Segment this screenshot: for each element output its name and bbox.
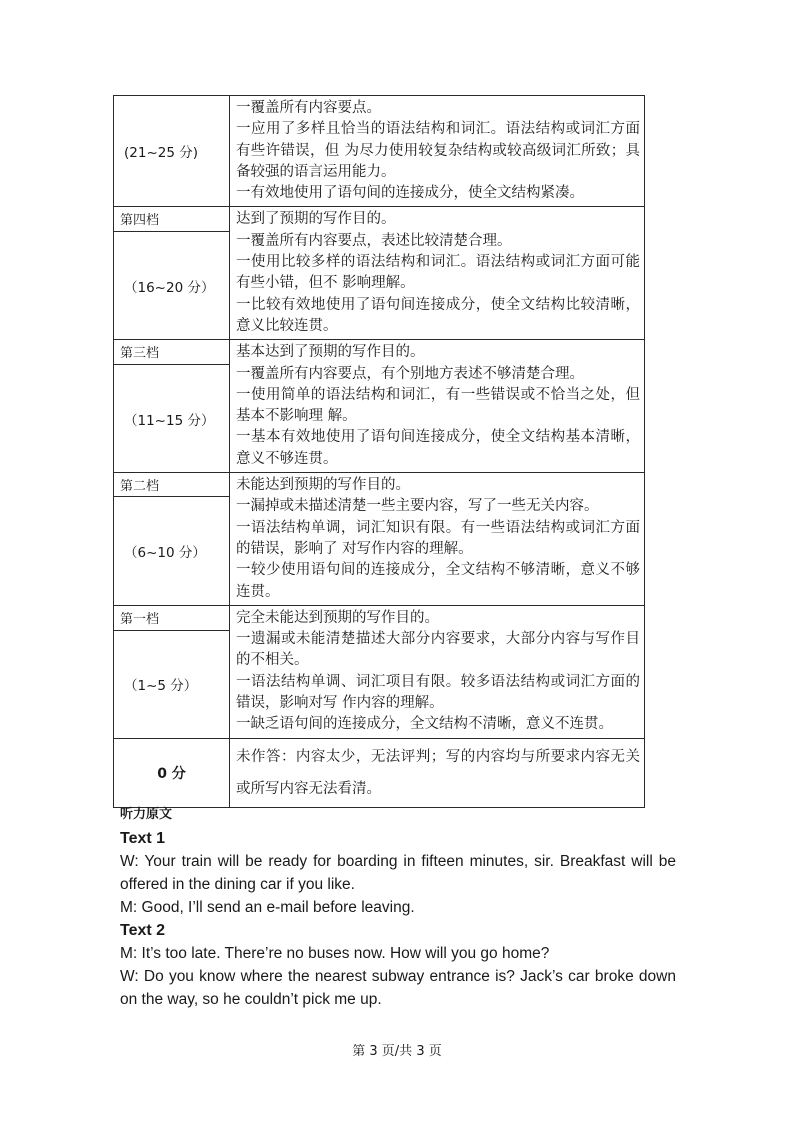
desc-line: 一有效地使用了语句间的连接成分，使全文结构紧凑。 [236,185,584,202]
desc-line: 一语法结构单调，词汇知识有限。有一些语法结构或词汇方面的错误，影响了 对写作内容的理解。 [236,519,640,557]
desc-line: 一使用简单的语法结构和词汇，有一些错误或不恰当之处，但基本不影响理 解。 [236,386,640,425]
desc-line: 未能达到预期的写作目的。 [236,477,410,494]
grade-row-5-label [114,605,645,630]
desc-line: 一基本有效地使用了语句间连接成分，使全文结构基本清晰，意义不够连贯。 [236,429,640,467]
desc-line: 一应用了多样且恰当的语法结构和词汇。语法结构或词汇方面有些许错误，但 为尽力使用较复杂结构或较高级词汇所致；具备较强的语言运用能力。 [236,121,640,180]
desc-line: 一漏掉或未描述清楚一些主要内容，写了一些无关内容。 [236,498,599,515]
desc-line: 一覆盖所有内容要点，表述比较清楚合理。 [236,232,512,249]
desc-line: 未作答：内容太少，无法评判；写的内容均与所要求内容无关或所写内容无法看清。 [236,748,640,797]
grade-range: （6~10 分） [114,497,230,606]
dialog-line: M: Good, I’ll send an e-mail before leaving. [120,899,415,916]
grade-row-6 [114,738,645,807]
dialog-line: W: Your train will be ready for boarding in fifteen minutes, sir. Breakfast will be offered in the dining car if you like. [120,853,676,893]
desc-line: 一比较有效地使用了语句间连接成分，使全文结构比较清晰，意义比较连贯。 [236,296,640,334]
grade-row-3-label [114,340,645,365]
grade-description [230,738,645,807]
desc-line: 一使用比较多样的语法结构和词汇。语法结构或词汇方面可能有些小错，但不 影响理解。 [236,254,640,292]
desc-line: 一缺乏语句间的连接成分，全文结构不清晰，意义不连贯。 [236,716,613,733]
grade-description [230,96,645,207]
desc-line: 完全未能达到预期的写作目的。 [236,609,439,626]
grade-label: 第三档 [114,340,230,365]
desc-line: 一语法结构单调、词汇项目有限。较多语法结构或词汇方面的错误，影响对写 作内容的理解。 [236,673,640,712]
desc-line: 一较少使用语句间的连接成分，全文结构不够清晰，意义不够连贯。 [236,562,640,600]
grade-range: （16~20 分） [114,232,230,340]
grade-range: （1~5 分） [114,630,230,738]
grade-description [230,605,645,738]
grade-row-1 [114,96,645,207]
dialog-line: M: It’s too late. There’re no buses now. How will you go home? [120,945,550,962]
grade-row-4-label [114,473,645,497]
grade-row-2-label [114,207,645,232]
desc-line: 一覆盖所有内容要点。 [236,100,381,116]
text-heading: Text 2 [120,922,166,939]
grade-range: (21~25 分) [114,96,230,207]
grade-label: 第一档 [114,605,230,630]
grade-label: 第四档 [114,207,230,232]
grade-range: （11~15 分） [114,365,230,473]
desc-line: 一遗漏或未能清楚描述大部分内容要求，大部分内容与写作目的不相关。 [236,631,640,669]
desc-line: 一覆盖所有内容要点，有个别地方表述不够清楚合理。 [236,365,584,382]
text-heading: Text 1 [120,830,166,847]
grade-range: 0 分 [114,738,230,807]
grade-description [230,473,645,606]
desc-line: 基本达到了预期的写作目的。 [236,344,425,361]
grade-description [230,207,645,340]
grade-label: 第二档 [114,473,230,497]
listening-transcript [120,806,676,1011]
desc-line: 达到了预期的写作目的。 [236,211,396,228]
grade-description [230,340,645,473]
grading-table [113,95,645,808]
dialog-line: W: Do you know where the nearest subway entrance is? Jack’s car broke down on the way, so he couldn’t pick me up. [120,968,676,1008]
page-footer: 第 3 页/共 3 页 [352,1044,442,1059]
section-title: 听力原文 [120,807,173,822]
